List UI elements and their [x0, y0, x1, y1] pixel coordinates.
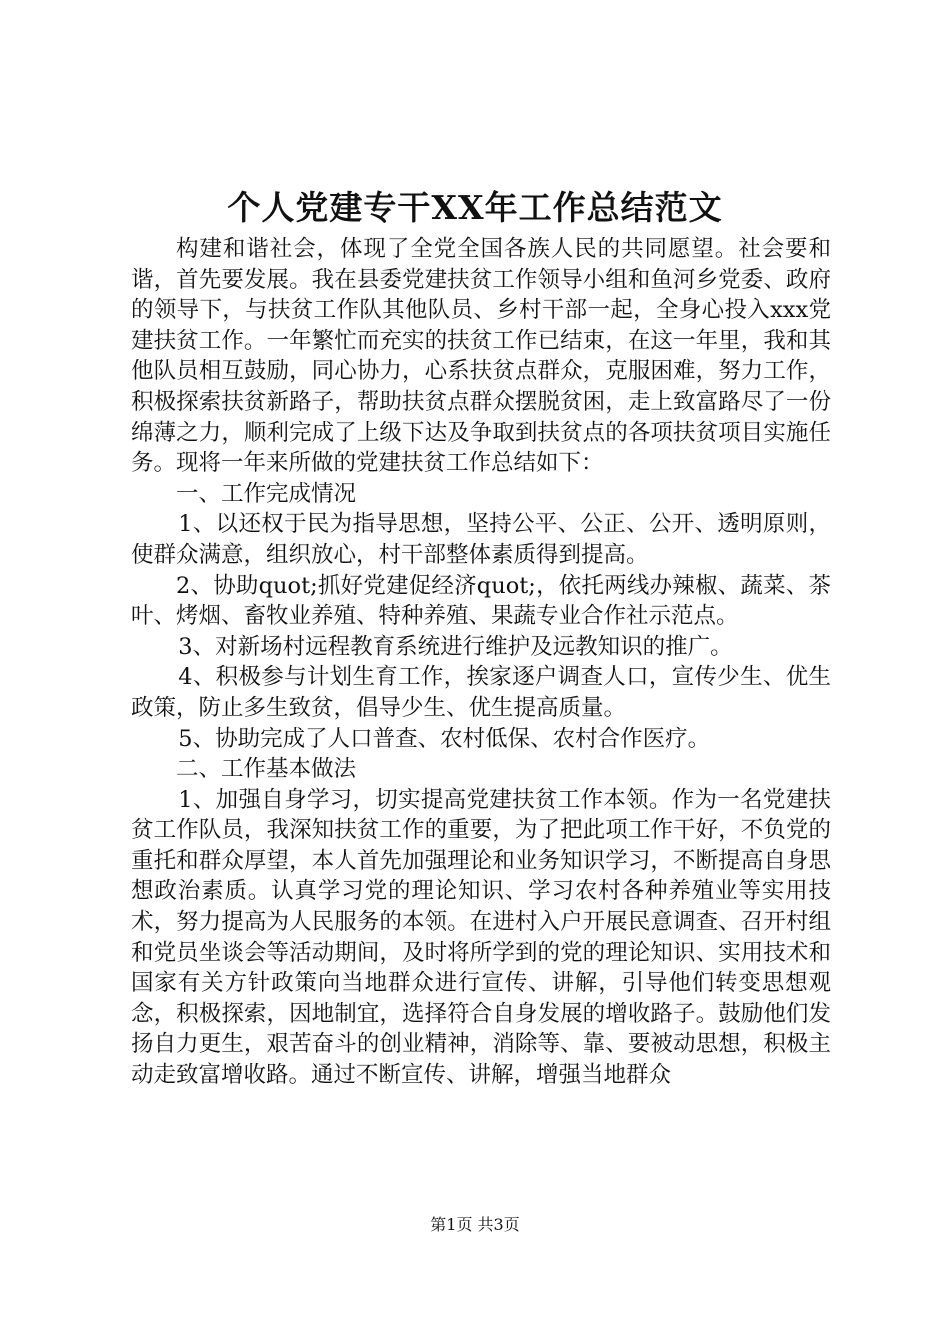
- list-item-1-4: 4、积极参与计划生育工作，挨家逐户调查人口，宣传少生、优生政策，防止多生致贫，倡导少生、优生提高质量。: [131, 664, 831, 721]
- section-heading-2: 二、工作基本做法: [176, 756, 357, 783]
- list-item-1-2: 2、协助quot;抓好党建促经济quot;，依托两线办辣椒、蔬菜、茶叶、烤烟、畜牧业养殖、特种养殖、果蔬专业合作社示范点。: [131, 572, 831, 630]
- section-heading-1: 一、工作完成情况: [176, 480, 357, 507]
- document-body: [131, 234, 831, 1091]
- list-item-1-5: 5、协助完成了人口普查、农村低保、农村合作医疗。: [178, 725, 711, 752]
- list-item-1-1: 1、以还权于民为指导思想，坚持公平、公正、公开、透明原则，使群众满意，组织放心，村干部整体素质得到提高。: [131, 511, 831, 568]
- page-footer: 第1页 共3页: [430, 1215, 520, 1234]
- intro-paragraph: 构建和谐社会，体现了全党全国各族人民的共同愿望。社会要和谐，首先要发展。我在县委党建扶贫工作领导小组和鱼河乡党委、政府的领导下，与扶贫工作队其他队员、乡村干部一起，全身心投入xxx党建扶贫工作。一年繁忙而充实的扶贫工作已结束，在这一年里，我和其他队员相互鼓励，同心协力，心系扶贫点群众，克服困难，努力工作，积极探索扶贫新路子，帮助扶贫点群众摆脱贫困，走上致富路尽了一份绵薄之力，顺利完成了上级下达及争取到扶贫点的各项扶贫项目实施任务。现将一年来所做的党建扶贫工作总结如下：: [131, 236, 831, 477]
- document-title: 个人党建专干XX年工作总结范文: [227, 188, 723, 227]
- list-item-1-3: 3、对新场村远程教育系统进行维护及远教知识的推广。: [178, 633, 733, 660]
- list-item-2-1: 1、加强自身学习，切实提高党建扶贫工作本领。作为一名党建扶贫工作队员，我深知扶贫工作的重要，为了把此项工作干好，不负党的重托和群众厚望，本人首先加强理论和业务知识学习，不断提高自身思想政治素质。认真学习党的理论知识、学习农村各种养殖业等实用技术，努力提高为人民服务的本领。在进村入户开展民意调查、召开村组和党员坐谈会等活动期间，及时将所学到的党的理论知识、实用技术和国家有关方针政策向当地群众进行宣传、讲解，引导他们转变思想观念，积极探索，因地制宜，选择符合自身发展的增收路子。鼓励他们发扬自力更生，艰苦奋斗的创业精神，消除等、靠、要被动思想，积极主动走致富增收路。通过不断宣传、讲解，增强当地群众: [131, 786, 831, 1089]
